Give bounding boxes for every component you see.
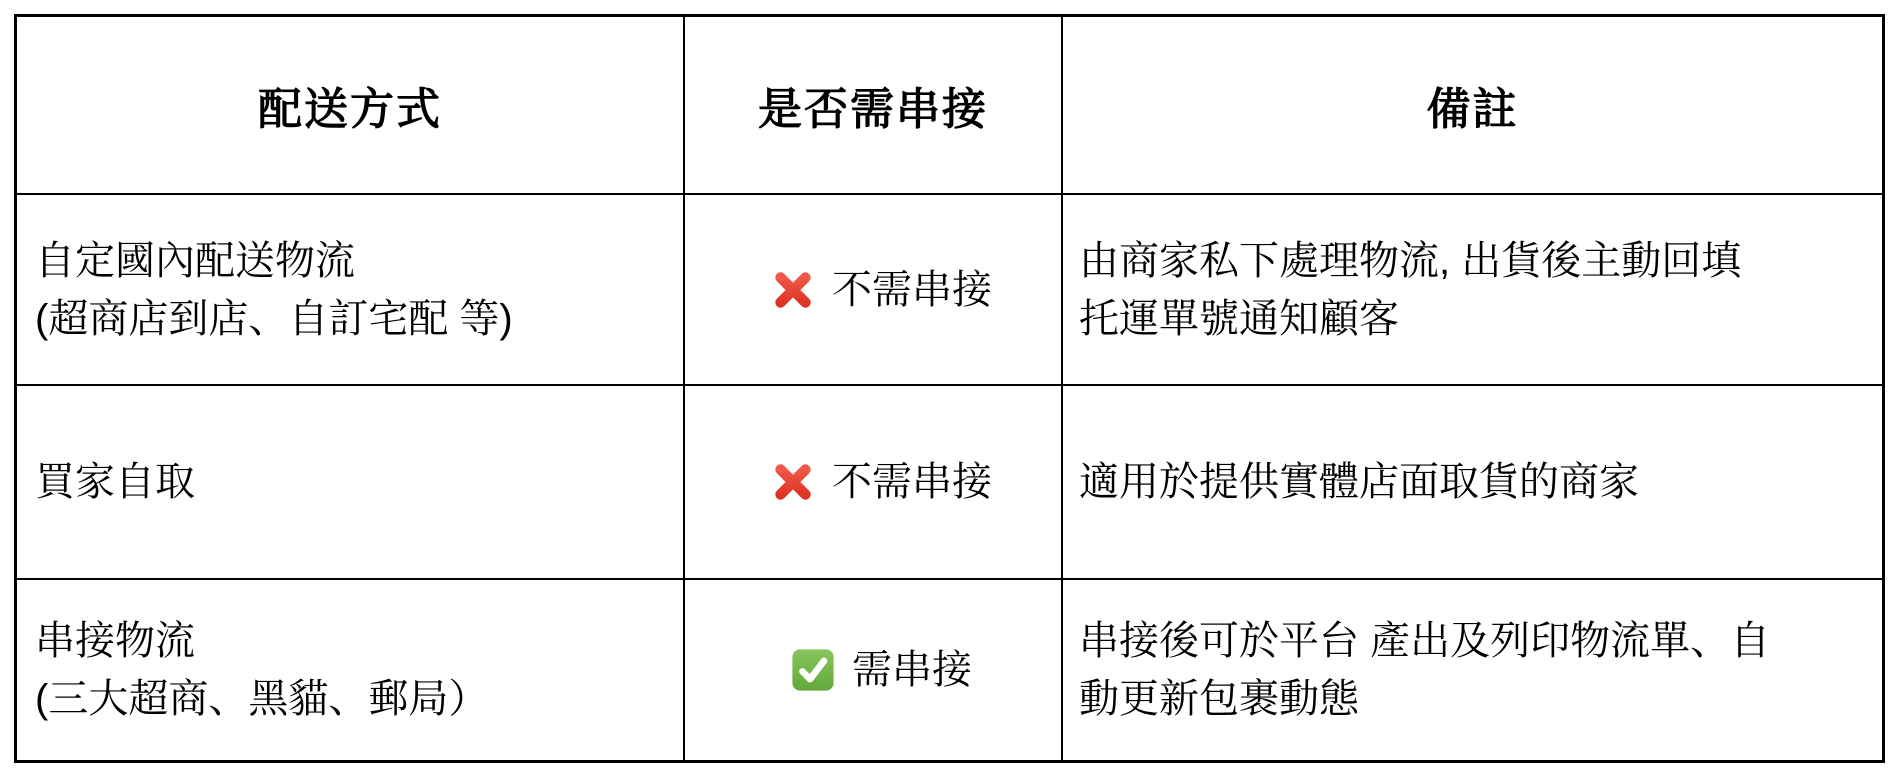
integration-label: 不需串接: [832, 267, 992, 312]
table-row-3-method-cell: [17, 580, 685, 760]
note-line: 適用於提供實體店面取貨的商家: [1079, 460, 1639, 504]
check-mark-icon: [790, 647, 836, 693]
note-line: 串接後可於平台 產出及列印物流單、自: [1079, 619, 1771, 663]
shipping-methods-table: [14, 14, 1885, 763]
method-detail: (三大超商、黑貓、郵局）: [35, 677, 489, 721]
table-row-3-notes-cell: [1063, 580, 1882, 760]
note-line: 由商家私下處理物流, 出貨後主動回填: [1079, 238, 1742, 283]
method-name: 串接物流: [35, 619, 195, 663]
table-row-1-notes-cell: [1063, 195, 1882, 386]
table-row-3-integration-cell: [685, 580, 1063, 760]
header-method-label: 配送方式: [258, 85, 442, 134]
header-notes-label: 備註: [1426, 85, 1519, 134]
table-row-2-integration-cell: [685, 386, 1063, 580]
table-row-1-method-cell: [17, 195, 685, 386]
note-line: 托運單號通知顧客: [1079, 296, 1399, 341]
method-name: 買家自取: [35, 460, 195, 504]
table-row-2-method-cell: [17, 386, 685, 580]
cross-mark-icon: [770, 459, 816, 505]
header-integration-label: 是否需串接: [758, 85, 988, 134]
method-name: 自定國內配送物流: [35, 238, 355, 283]
method-detail: (超商店到店、自訂宅配 等): [35, 296, 513, 341]
integration-label: 需串接: [852, 648, 972, 692]
table-row-1-integration-cell: [685, 195, 1063, 386]
cross-mark-icon: [770, 267, 816, 313]
header-cell-method: [17, 17, 685, 195]
header-cell-integration: [685, 17, 1063, 195]
table-row-2-notes-cell: [1063, 386, 1882, 580]
note-line: 動更新包裹動態: [1079, 677, 1359, 721]
header-cell-notes: [1063, 17, 1882, 195]
integration-label: 不需串接: [832, 460, 992, 504]
